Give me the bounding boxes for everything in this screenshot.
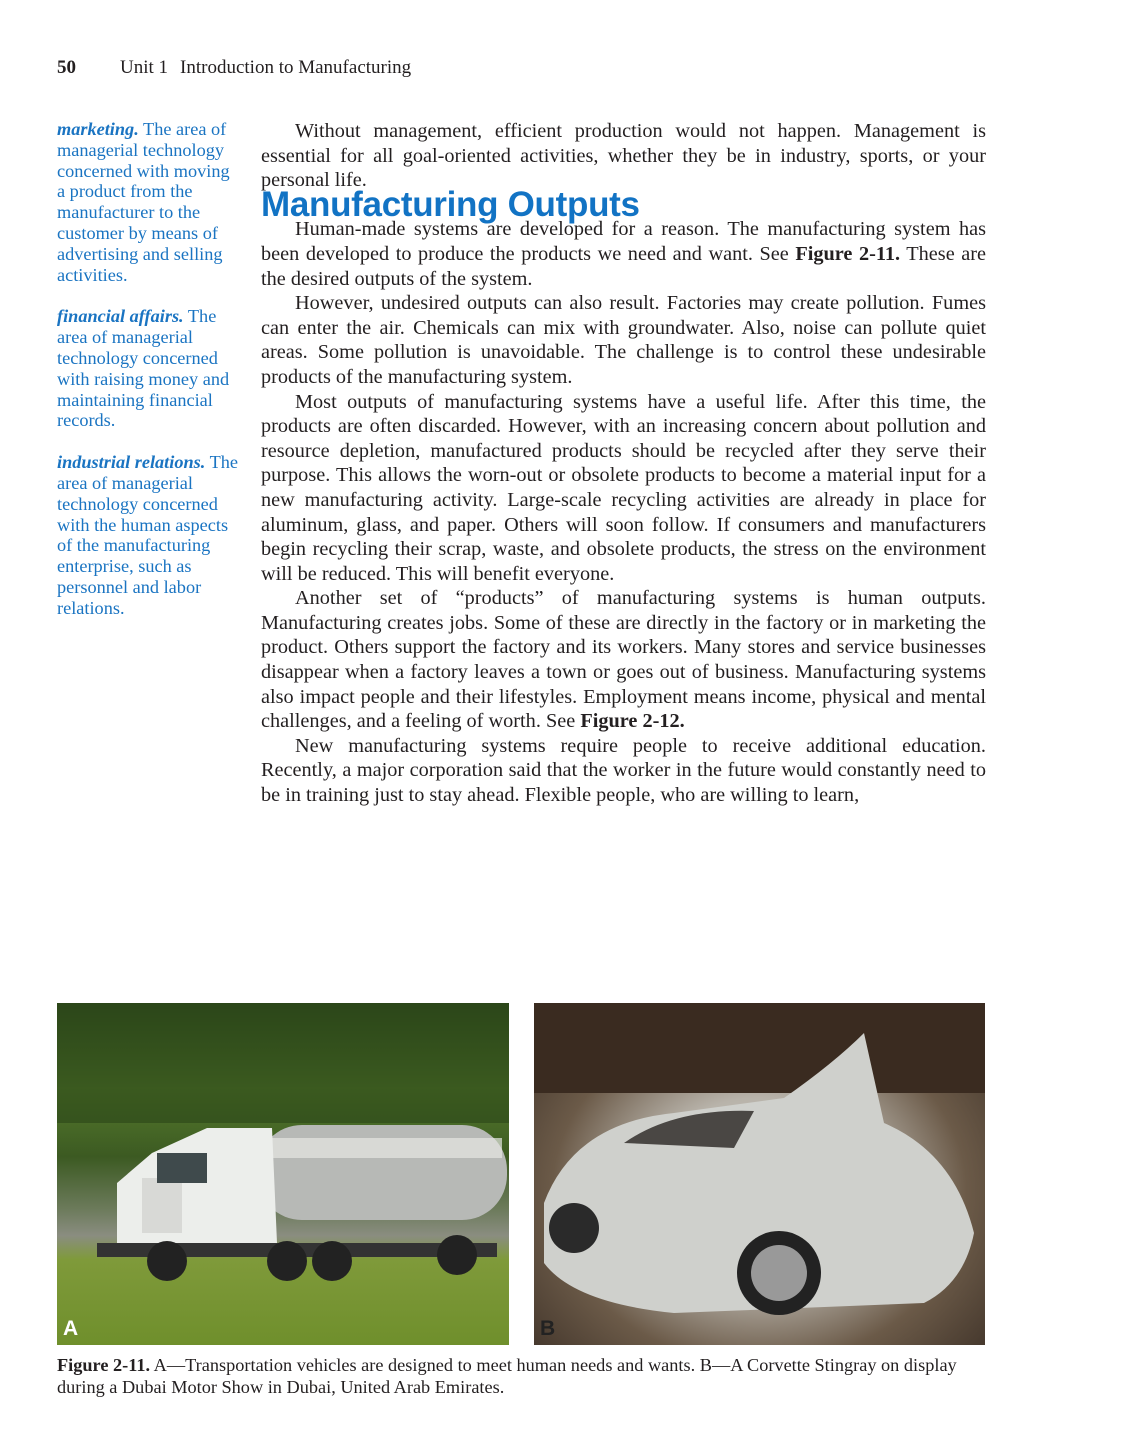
glossary-entry	[57, 119, 239, 285]
unit-label: Unit 1	[120, 57, 169, 78]
glossary-term: industrial relations.	[57, 452, 206, 473]
glossary-entry	[57, 452, 239, 618]
paragraph-text: These are the desired outputs of the system.	[261, 242, 986, 290]
glossary-term: financial affairs.	[57, 306, 184, 327]
panel-label-a: A	[63, 1317, 79, 1340]
paragraph	[261, 217, 986, 291]
paragraph: New manufacturing systems require people to receive additional education. Recently, a major corporation said that the worker in the future would constantly need to be in training just to stay ahead. Flexible people, who are willing to learn,	[261, 734, 986, 807]
tanker-truck-illustration	[57, 1003, 509, 1345]
panel-label-b: B	[540, 1317, 556, 1340]
truck-photo	[57, 1003, 509, 1345]
body-text	[261, 119, 986, 808]
section-heading: Manufacturing Outputs	[261, 184, 640, 224]
caption-text: A—Transportation vehicles are designed to meet human needs and wants. B—A Corvette Stingray on display during a Dubai Motor Show in Dubai, United Arab Emirates.	[57, 1355, 957, 1397]
glossary-sidebar	[57, 119, 239, 640]
figure-reference: Figure 2-11.	[795, 242, 901, 265]
chapter-title: Introduction to Manufacturing	[180, 57, 412, 78]
glossary-term: marketing.	[57, 119, 139, 139]
figure-reference: Figure 2-12.	[580, 710, 685, 733]
glossary-definition: The area of managerial technology concerned with moving a product from the manufacturer to the customer by means of advertising and selling activities.	[57, 119, 230, 285]
running-header	[57, 57, 411, 79]
glossary-definition: The area of managerial technology concerned with raising money and maintaining financial records.	[57, 306, 230, 431]
sports-car-illustration	[534, 1003, 985, 1345]
paragraph: Most outputs of manufacturing systems have a useful life. After this time, the products are often discarded. However, with an increasing concern about pollution and resource depletion, manufactured products should be recycled after they serve their purpose. This allows the worn-out or obsolete products to become a material input for a new manufacturing activity. Large-scale recycling activities are already in place for aluminum, glass, and paper. Others will soon follow. If consumers and manufacturers begin recycling their scrap, waste, and obsolete products, the stress on the environment will be reduced. This will benefit everyone.	[261, 390, 986, 585]
paragraph	[261, 586, 986, 734]
glossary-entry	[57, 306, 239, 431]
figure-caption	[57, 1354, 957, 1398]
glossary-definition: The area of managerial technology concerned with the human aspects of the manufacturing enterprise, such as personnel and labor relations.	[57, 452, 239, 618]
paragraph-text: Another set of “products” of manufacturing systems is human outputs. Manufacturing creates jobs. Some of these are directly in the factory or in marketing the product. Others support the factory and its workers. Many stores and service businesses disappear when a factory leaves a town or goes out of business. Manufacturing systems also impact people and their lifestyles. Employment means income, physical and mental challenges, and a feeling of worth. See	[261, 587, 986, 733]
paragraph: However, undesired outputs can also result. Factories may create pollution. Fumes can enter the air. Chemicals can mix with groundwater. Also, noise can pollute quiet areas. Some pollution is unavoidable. The challenge is to control these undesirable products of the manufacturing system.	[261, 292, 986, 388]
intro-paragraph: Without management, efficient production would not happen. Management is essential for all goal-oriented activities, whether they be in industry, sports, or your personal life.	[261, 120, 986, 192]
paragraph-text: Human-made systems are developed for a reason. The manufacturing system has been developed to produce the products we need and want. See	[261, 218, 986, 265]
caption-figure-number: Figure 2-11.	[57, 1355, 151, 1375]
corvette-photo	[534, 1003, 985, 1345]
page-number: 50	[57, 57, 76, 78]
